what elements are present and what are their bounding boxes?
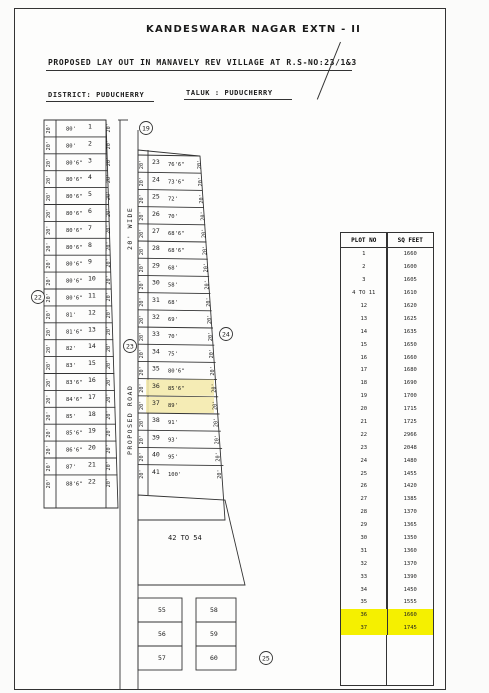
plot-frontage-label: 20' (139, 159, 145, 170)
plot-rear-label: 20' (201, 228, 208, 238)
table-row (341, 441, 433, 454)
plot-number-2: 2 (88, 139, 92, 148)
plot-rear-label: 20' (203, 263, 210, 273)
plot-number-3: 3 (88, 156, 92, 165)
plot-size-label-20: 86'6" (66, 447, 83, 454)
plot-number-57: 57 (158, 654, 166, 662)
table-cell-sqft: 1480 (403, 457, 417, 464)
plot-size-label-6: 80'6" (66, 210, 83, 217)
plot-frontage-label: 20' (46, 326, 52, 337)
plot-frontage-label: 20' (139, 452, 145, 462)
table-cell-plot: 18 (341, 377, 388, 390)
plot-number-11: 11 (88, 291, 96, 300)
table-cell-sqft: 1625 (403, 315, 417, 322)
plot-size-label-15: 83' (66, 363, 76, 370)
plot-size-label-14: 82' (66, 346, 76, 353)
table-cell-sqft: 1660 (403, 612, 417, 619)
table-cell-plot: 33 (341, 570, 388, 583)
table-cell-plot: 29 (341, 519, 388, 532)
table-row (341, 312, 433, 325)
table-cell-sqft: 1715 (403, 406, 417, 413)
plot-frontage-label: 20' (139, 366, 145, 376)
plot-number-9: 9 (88, 257, 92, 266)
plot-size-label-24: 73'6" (168, 179, 185, 186)
table-cell-plot: 24 (341, 454, 388, 467)
table-cell-plot: 37 (341, 622, 388, 635)
plot-rear-label: 20' (106, 427, 112, 437)
plot-size-label-13: 81'6" (66, 329, 83, 336)
plot-frontage-label: 20' (139, 245, 145, 256)
plot-rear-label: 20' (106, 258, 112, 268)
plot-frontage-label: 20' (46, 343, 52, 354)
table-cell-plot: 26 (341, 480, 388, 493)
marker-label-24: 24 (222, 330, 230, 339)
table-row (341, 583, 433, 596)
plot-size-label-41: 100' (168, 471, 182, 478)
plot-frontage-label: 20' (46, 377, 52, 387)
table-cell-plot: 3 (341, 274, 388, 287)
taluk-label: TALUK : PUDUCHERRY (186, 89, 273, 97)
table-cell-sqft: 1555 (403, 599, 417, 606)
plot-size-label-37: 89' (168, 402, 178, 409)
table-row (341, 480, 433, 493)
table-cell-sqft: 1610 (403, 290, 417, 297)
table-cell-sqft: 1455 (403, 470, 417, 477)
plot-size-label-22: 88'6" (66, 481, 83, 488)
table-cell-plot: 1 (341, 248, 388, 261)
plot-size-label-27: 68'6" (168, 230, 185, 237)
plot-rear-label: 20' (210, 366, 217, 376)
plot-size-label-23: 76'6" (168, 162, 185, 169)
plot-rear-label: 20' (106, 275, 112, 285)
plot-frontage-label: 20' (139, 331, 145, 342)
plot-size-label-10: 80'6" (66, 278, 83, 285)
plot-size-label-32: 69' (168, 316, 178, 323)
plot-boundary (138, 344, 214, 345)
table-row (341, 261, 433, 274)
plot-number-24: 24 (152, 175, 160, 184)
plot-number-35: 35 (152, 364, 160, 373)
table-row (341, 416, 433, 429)
plot-size-label-35: 80'6" (168, 368, 185, 375)
plot-rear-label: 20' (214, 435, 221, 445)
table-row (341, 287, 433, 300)
plot-frontage-label: 20' (139, 177, 145, 187)
plot-rear-label: 20' (106, 140, 112, 150)
plot-rear-label: 20' (209, 349, 216, 359)
district-label: DISTRICT: PUDUCHERRY (48, 91, 145, 99)
table-rows (341, 248, 433, 635)
plot-frontage-label: 20' (139, 211, 145, 221)
plot-frontage-label: 20' (46, 310, 52, 320)
plot-number-19: 19 (88, 426, 96, 435)
plot-boundary (138, 310, 212, 311)
plot-rear-label: 20' (199, 194, 206, 204)
table-row (341, 428, 433, 441)
plot-number-30: 30 (152, 278, 160, 287)
table-cell-sqft: 2966 (403, 431, 417, 438)
plot-rear-label: 20' (106, 478, 112, 488)
plot-rear-label: 20' (206, 314, 213, 324)
plot-rear-label: 20' (106, 359, 112, 370)
plot-number-39: 39 (152, 433, 160, 442)
plot-rear-label: 20' (106, 190, 112, 201)
plot-frontage-label: 20' (46, 479, 52, 489)
plot-frontage-label: 20' (46, 174, 52, 185)
table-header (341, 233, 433, 248)
plot-frontage-label: 20' (46, 225, 52, 235)
table-row (341, 390, 433, 403)
block-42-54-label: 42 TO 54 (168, 534, 202, 542)
table-cell-plot: 2 (341, 261, 388, 274)
table-cell-sqft: 1420 (403, 483, 417, 490)
plot-rear-label: 20' (197, 159, 203, 170)
plot-frontage-label: 20' (46, 293, 52, 303)
plot-number-60: 60 (210, 654, 218, 662)
plot-frontage-label: 20' (139, 349, 145, 359)
plot-size-label-2: 80' (66, 143, 76, 150)
plot-number-15: 15 (88, 359, 96, 368)
table-row (341, 274, 433, 287)
table-cell-sqft: 1370 (403, 560, 417, 567)
table-cell-sqft: 1450 (403, 586, 417, 593)
table-cell-sqft: 1745 (403, 625, 417, 632)
plot-frontage-label: 20' (46, 157, 52, 168)
plot-frontage-label: 20' (46, 141, 52, 151)
plot-number-7: 7 (88, 223, 92, 232)
plot-frontage-label: 20' (46, 411, 52, 421)
table-row (341, 506, 433, 519)
table-row (341, 403, 433, 416)
plot-rear-label: 20' (106, 376, 112, 386)
table-cell-plot: 32 (341, 557, 388, 570)
plot-boundary (138, 293, 210, 294)
table-row (341, 622, 433, 635)
plot-rear-label: 20' (213, 417, 220, 428)
plot-size-label-39: 93' (168, 437, 178, 444)
table-cell-plot: 35 (341, 596, 388, 609)
plot-rear-label: 20' (212, 400, 219, 410)
table-row (341, 454, 433, 467)
plot-size-label-33: 70' (168, 334, 178, 341)
table-cell-sqft: 2048 (403, 444, 417, 451)
plot-number-16: 16 (88, 375, 96, 384)
plot-rear-label: 20' (200, 211, 207, 221)
table-cell-sqft: 1635 (403, 328, 417, 335)
plot-number-26: 26 (152, 209, 160, 218)
plot-size-label-11: 80'6" (66, 295, 83, 302)
plot-size-label-19: 85'6" (66, 430, 83, 437)
table-cell-sqft: 1660 (403, 251, 417, 258)
plot-number-4: 4 (88, 173, 92, 182)
table-row (341, 300, 433, 313)
table-row (341, 364, 433, 377)
plot-rear-label: 20' (106, 410, 112, 420)
plot-frontage-label: 20' (139, 400, 145, 410)
plot-size-label-7: 80'6" (66, 227, 83, 234)
table-row (341, 351, 433, 364)
marker-label-23: 23 (126, 342, 134, 351)
table-cell-sqft: 1390 (403, 573, 417, 580)
plot-number-36: 36 (152, 381, 160, 390)
plot-boundary (138, 327, 213, 328)
table-cell-plot: 21 (341, 416, 388, 429)
marker-label-25: 25 (262, 654, 270, 663)
table-row (341, 570, 433, 583)
plot-size-label-31: 68' (168, 299, 178, 306)
table-cell-plot: 23 (341, 441, 388, 454)
plot-number-20: 20 (88, 443, 96, 452)
plot-rear-label: 20' (211, 383, 218, 393)
table-cell-plot: 14 (341, 325, 388, 338)
marker-label-22: 22 (34, 293, 42, 302)
plot-frontage-label: 20' (46, 259, 52, 269)
plot-rear-label: 20' (106, 241, 112, 251)
plot-size-label-8: 80'6" (66, 244, 83, 251)
table-cell-plot: 16 (341, 351, 388, 364)
plot-size-label-30: 58' (168, 282, 178, 289)
plot-number-33: 33 (152, 330, 160, 339)
plot-number-28: 28 (152, 244, 160, 253)
plot-rear-label: 20' (106, 173, 112, 184)
plot-number-34: 34 (152, 347, 160, 356)
table-cell-sqft: 1680 (403, 367, 417, 374)
plot-size-label-36: 85'6" (168, 385, 185, 392)
table-row (341, 557, 433, 570)
plot-rear-label: 20' (106, 461, 112, 471)
table-cell-plot: 25 (341, 467, 388, 480)
plot-number-8: 8 (88, 240, 92, 249)
plot-number-5: 5 (88, 190, 92, 199)
plot-size-label-1: 80' (66, 126, 76, 133)
plot-number-17: 17 (88, 392, 96, 401)
plot-number-27: 27 (152, 226, 160, 235)
plot-size-label-21: 87' (66, 464, 76, 471)
plot-rear-label: 20' (106, 342, 112, 353)
plot-frontage-label: 20' (46, 124, 52, 134)
plot-size-label-26: 70' (168, 213, 178, 220)
plot-rear-label: 20' (106, 123, 112, 133)
plot-size-label-5: 80'6" (66, 194, 83, 201)
plot-frontage-label: 20' (139, 194, 145, 204)
table-cell-sqft: 1605 (403, 277, 417, 284)
plot-frontage-label: 20' (46, 360, 52, 371)
plot-size-label-12: 81' (66, 312, 76, 319)
plot-number-29: 29 (152, 261, 160, 270)
plot-number-31: 31 (152, 295, 160, 304)
plot-frontage-label: 20' (139, 417, 145, 428)
plot-boundary (138, 258, 208, 259)
table-cell-sqft: 1385 (403, 496, 417, 503)
table-cell-sqft: 1725 (403, 419, 417, 426)
plot-size-label-3: 80'6" (66, 160, 83, 167)
plot-boundary (138, 447, 222, 448)
plot-number-56: 56 (158, 630, 166, 638)
table-row (341, 493, 433, 506)
plot-number-41: 41 (152, 467, 160, 476)
plot-rear-label: 20' (106, 309, 112, 319)
plot-number-12: 12 (88, 308, 96, 317)
plot-frontage-label: 20' (46, 276, 52, 286)
plot-size-label-25: 72' (168, 196, 178, 203)
plot-frontage-label: 20' (139, 280, 145, 290)
plot-number-10: 10 (88, 274, 96, 283)
page-title: KANDESWARAR NAGAR EXTN - II (146, 24, 362, 35)
plot-rear-label: 20' (205, 297, 212, 307)
plot-number-1: 1 (88, 122, 92, 131)
plot-rear-label: 20' (106, 292, 112, 302)
table-cell-plot: 34 (341, 583, 388, 596)
plot-boundary (138, 465, 223, 466)
plot-frontage-label: 20' (139, 263, 145, 273)
plot-rear-label: 20' (106, 224, 112, 234)
plot-rear-label: 20' (215, 452, 222, 462)
table-row (341, 596, 433, 609)
table-cell-sqft: 1370 (403, 509, 417, 516)
plot-size-label-38: 91' (168, 420, 178, 427)
plot-frontage-label: 20' (139, 435, 145, 445)
table-cell-sqft: 1620 (403, 303, 417, 309)
plot-rear-label: 20' (204, 280, 211, 290)
plot-number-14: 14 (88, 342, 96, 351)
table-cell-sqft: 1660 (403, 354, 417, 361)
plot-frontage-label: 20' (46, 428, 52, 438)
plot-frontage-label: 20' (46, 462, 52, 472)
plot-number-6: 6 (88, 206, 92, 215)
plot-frontage-label: 20' (139, 469, 145, 479)
table-cell-sqft: 1365 (403, 522, 417, 529)
plot-size-label-34: 75' (168, 351, 178, 358)
plot-number-40: 40 (152, 450, 160, 459)
plot-number-21: 21 (88, 460, 96, 469)
plot-number-38: 38 (152, 416, 160, 425)
table-cell-plot: 31 (341, 544, 388, 557)
plot-frontage-label: 20' (139, 297, 145, 307)
road-label: PROPOSED ROAD (126, 384, 134, 455)
table-cell-plot: 15 (341, 338, 388, 351)
plot-frontage-label: 20' (46, 445, 52, 455)
plot-number-23: 23 (152, 158, 160, 167)
table-cell-plot: 4 TO 11 (341, 287, 388, 300)
marker-label-19: 19 (142, 124, 150, 133)
layout-subtitle: PROPOSED LAY OUT IN MANAVELY REV VILLAGE AT R.S-NO:23/1&3 (48, 58, 357, 67)
table-cell-plot: 36 (341, 609, 388, 622)
table-cell-plot: 13 (341, 312, 388, 325)
table-cell-sqft: 1360 (403, 547, 417, 554)
plot-number-58: 58 (210, 606, 218, 614)
plot-boundary (138, 413, 220, 414)
plot-size-label-16: 83'6" (66, 379, 83, 386)
plot-rear-label: 20' (106, 207, 112, 217)
table-cell-plot: 20 (341, 403, 388, 416)
table-cell-plot: 12 (341, 300, 388, 313)
table-row (341, 377, 433, 390)
plot-size-label-40: 95' (168, 454, 178, 461)
plot-number-13: 13 (88, 325, 96, 334)
plot-size-label-4: 80'6" (66, 177, 83, 184)
table-row (341, 338, 433, 351)
plot-rear-label: 20' (106, 393, 112, 403)
plot-boundary (138, 172, 201, 173)
plot-rear-label: 20' (216, 469, 223, 479)
table-cell-plot: 17 (341, 364, 388, 377)
plot-area-table (340, 232, 434, 686)
plot-number-22: 22 (88, 477, 96, 486)
table-row (341, 532, 433, 545)
table-header-sq-feet: SQ FEET (397, 236, 423, 244)
plot-rear-label: 20' (198, 177, 205, 187)
plot-boundary (138, 275, 209, 276)
plot-rear-label: 20' (106, 156, 112, 167)
table-cell-plot: 19 (341, 390, 388, 403)
table-cell-sqft: 1690 (403, 380, 417, 387)
table-cell-sqft: 1700 (403, 393, 417, 400)
plot-number-59: 59 (210, 630, 218, 638)
plot-size-label-18: 85' (66, 413, 76, 420)
table-row (341, 325, 433, 338)
plot-frontage-label: 20' (46, 208, 52, 218)
plot-boundary (138, 396, 218, 397)
table-row (341, 467, 433, 480)
plot-size-label-29: 68' (168, 265, 178, 272)
plot-boundary (138, 361, 216, 362)
plot-boundary (138, 379, 217, 380)
table-cell-plot: 22 (341, 428, 388, 441)
table-header-plot-no: PLOT NO (341, 233, 388, 247)
plot-rear-label: 20' (208, 331, 214, 342)
plot-number-55: 55 (158, 606, 166, 614)
road-width-label: 20' WIDE (126, 206, 134, 250)
plot-boundary (138, 430, 221, 431)
table-cell-plot: 27 (341, 493, 388, 506)
plot-rear-label: 20' (106, 325, 112, 336)
table-cell-sqft: 1600 (403, 264, 417, 271)
plot-size-label-9: 80'6" (66, 261, 83, 268)
table-cell-sqft: 1350 (403, 535, 417, 542)
table-row (341, 544, 433, 557)
table-row (341, 248, 433, 261)
plot-rear-label: 20' (202, 245, 209, 256)
plot-frontage-label: 20' (46, 191, 52, 202)
plot-number-25: 25 (152, 192, 160, 201)
table-cell-plot: 28 (341, 506, 388, 519)
plot-frontage-label: 20' (139, 314, 145, 324)
plot-number-32: 32 (152, 312, 160, 321)
table-cell-sqft: 1650 (403, 341, 417, 348)
plot-frontage-label: 20' (46, 242, 52, 252)
plot-number-37: 37 (152, 398, 160, 407)
plot-frontage-label: 20' (46, 394, 52, 404)
table-row (341, 519, 433, 532)
plot-frontage-label: 20' (139, 383, 145, 393)
plot-rear-label: 20' (106, 444, 112, 454)
plot-size-label-17: 84'6" (66, 396, 83, 403)
plot-number-18: 18 (88, 409, 96, 418)
table-cell-plot: 30 (341, 532, 388, 545)
plot-size-label-28: 68'6" (168, 248, 185, 255)
table-row (341, 609, 433, 622)
plot-frontage-label: 20' (139, 228, 145, 238)
